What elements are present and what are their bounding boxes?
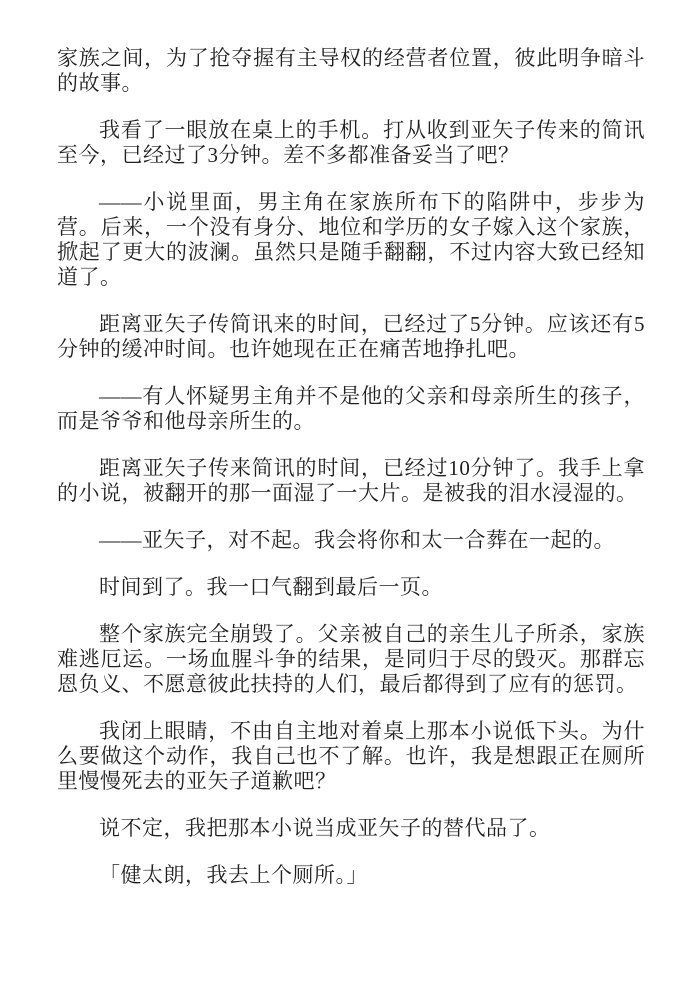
paragraph: 时间到了。我一口气翻到最后一页。 bbox=[99, 575, 443, 599]
paragraph: 说不定，我把那本小说当成亚矢子的替代品了。 bbox=[99, 816, 551, 840]
paragraph: 我看了一眼放在桌上的手机。打从收到亚矢子传来的简讯至今，已经过了3分钟。差不多都准备妥当了吧？ bbox=[57, 118, 645, 167]
paragraph: 整个家族完全崩毁了。父亲被自己的亲生儿子所杀，家族难逃厄运。一场血腥斗争的结果，是同归于尽的毁灭。那群忘恩负义、不愿意彼此扶持的人们，最后都得到了应有的惩罚。 bbox=[57, 622, 645, 696]
paragraph: ——有人怀疑男主角并不是他的父亲和母亲所生的孩子，而是爷爷和他母亲所生的。 bbox=[57, 384, 645, 433]
paragraph: ——小说里面，男主角在家族所布下的陷阱中，步步为营。后来，一个没有身分、地位和学历的女子嫁入这个家族，掀起了更大的波澜。虽然只是随手翻翻，不过内容大致已经知道了。 bbox=[57, 190, 645, 289]
paragraph: 家族之间，为了抢夺握有主导权的经营者位置，彼此明争暗斗的故事。 bbox=[57, 46, 645, 95]
paragraph: 「健太朗，我去上个厕所。」 bbox=[99, 863, 368, 887]
paragraph: ——亚矢子，对不起。我会将你和太一合葬在一起的。 bbox=[99, 528, 615, 552]
paragraph: 距离亚矢子传简讯来的时间，已经过了5分钟。应该还有5分钟的缓冲时间。也许她现在正在痛苦地挣扎吧。 bbox=[57, 312, 645, 361]
paragraph: 我闭上眼睛，不由自主地对着桌上那本小说低下头。为什么要做这个动作，我自己也不了解。也许，我是想跟正在厕所里慢慢死去的亚矢子道歉吧？ bbox=[57, 719, 645, 793]
paragraph: 距离亚矢子传来简讯的时间，已经过10分钟了。我手上拿的小说，被翻开的那一面湿了一大片。是被我的泪水浸湿的。 bbox=[57, 456, 645, 505]
